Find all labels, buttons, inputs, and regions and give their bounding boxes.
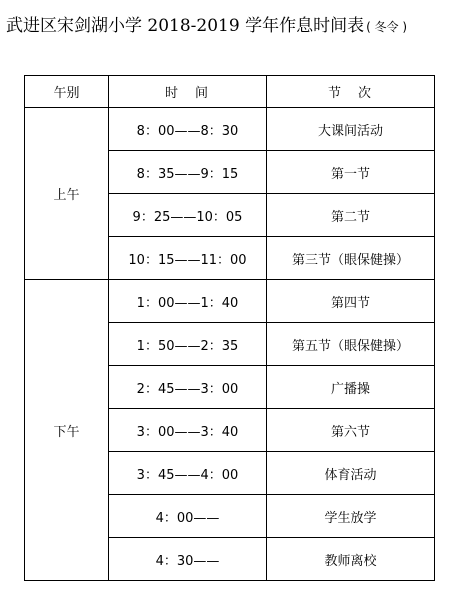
period-cell-afternoon: 下午 — [25, 280, 109, 581]
page-title — [6, 13, 407, 40]
item-cell: 第二节 — [267, 194, 435, 237]
time-cell: 4：00—— — [109, 495, 267, 538]
item-cell: 广播操 — [267, 366, 435, 409]
time-cell: 1：50——2：35 — [109, 323, 267, 366]
title-subtitle: ( 冬令 ) — [366, 20, 408, 34]
item-cell: 第四节 — [267, 280, 435, 323]
time-cell: 10：15——11：00 — [109, 237, 267, 280]
item-cell: 第一节 — [267, 151, 435, 194]
time-cell: 4：30—— — [109, 538, 267, 581]
item-cell: 第五节（眼保健操） — [267, 323, 435, 366]
item-cell: 教师离校 — [267, 538, 435, 581]
item-cell: 第三节（眼保健操） — [267, 237, 435, 280]
time-cell: 3：45——4：00 — [109, 452, 267, 495]
table-row — [25, 108, 435, 151]
header-row — [25, 76, 435, 108]
table-row — [25, 280, 435, 323]
time-cell: 3：00——3：40 — [109, 409, 267, 452]
time-cell: 1：00——1：40 — [109, 280, 267, 323]
schedule-table — [24, 75, 435, 581]
item-cell: 学生放学 — [267, 495, 435, 538]
time-cell: 8：35——9：15 — [109, 151, 267, 194]
item-cell: 大课间活动 — [267, 108, 435, 151]
title-main: 武进区宋剑湖小学 2018-2019 学年作息时间表 — [6, 16, 365, 36]
schedule-body — [25, 108, 435, 581]
period-cell-morning: 上午 — [25, 108, 109, 280]
item-cell: 第六节 — [267, 409, 435, 452]
time-cell: 9：25——10：05 — [109, 194, 267, 237]
header-item: 节 次 — [267, 76, 435, 108]
header-time: 时 间 — [109, 76, 267, 108]
time-cell: 8：00——8：30 — [109, 108, 267, 151]
time-cell: 2：45——3：00 — [109, 366, 267, 409]
header-period: 午别 — [25, 76, 109, 108]
item-cell: 体育活动 — [267, 452, 435, 495]
